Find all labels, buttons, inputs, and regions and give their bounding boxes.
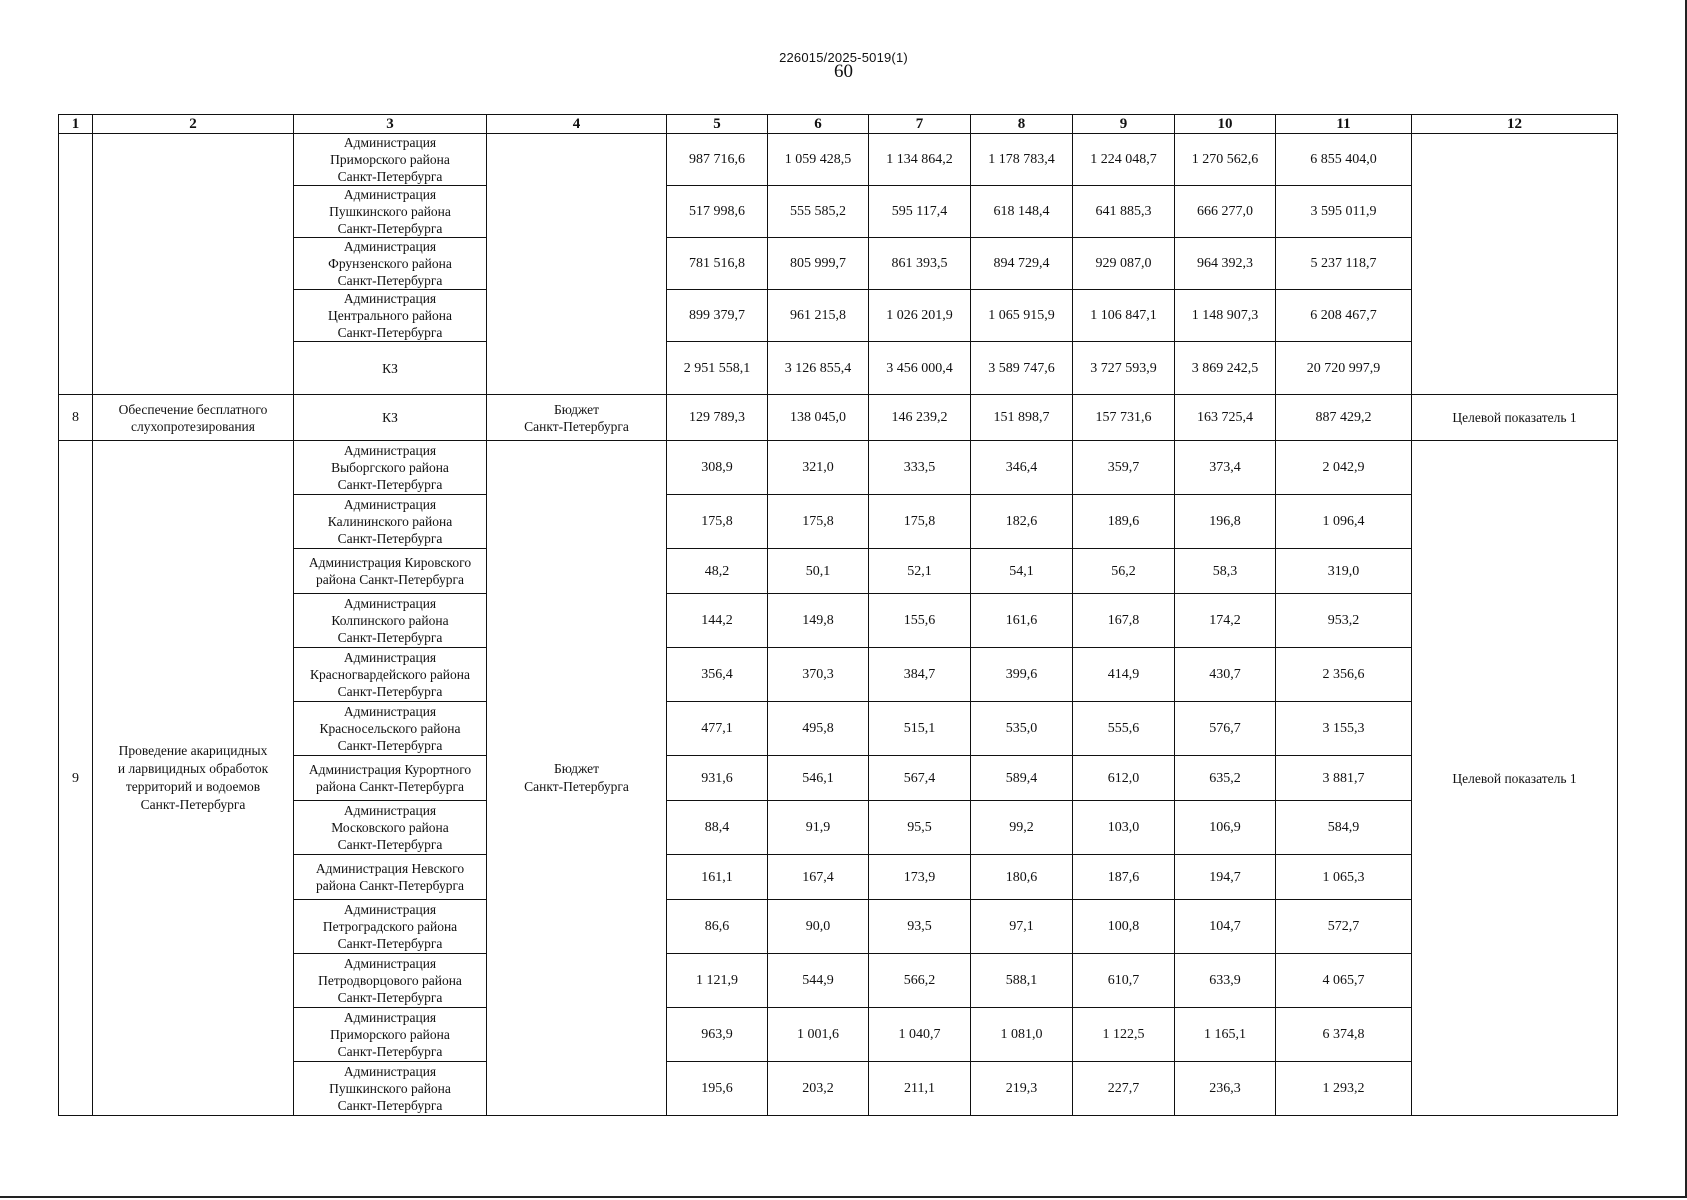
value-cell: 1 106 847,1 (1073, 290, 1175, 342)
value-cell: 964 392,3 (1175, 238, 1276, 290)
value-cell: 174,2 (1175, 594, 1276, 648)
executor-cell (294, 648, 487, 702)
value-cell: 187,6 (1073, 855, 1175, 900)
value-cell: 103,0 (1073, 801, 1175, 855)
value-cell: 157 731,6 (1073, 395, 1175, 441)
row-number-cell (59, 134, 93, 395)
executor-cell-line: Санкт-Петербурга (337, 531, 443, 546)
value-cell: 370,3 (768, 648, 869, 702)
executor-cell-line: Администрация Невского (315, 861, 465, 876)
value-cell: 1 165,1 (1175, 1008, 1276, 1062)
value-cell: 588,1 (971, 954, 1073, 1008)
value-cell: 5 237 118,7 (1276, 238, 1412, 290)
executor-cell-line: Фрунзенского района (328, 256, 452, 271)
value-cell: 163 725,4 (1175, 395, 1276, 441)
value-cell: 899 379,7 (667, 290, 768, 342)
executor-cell-line: Колпинского района (331, 613, 449, 628)
value-cell: 477,1 (667, 702, 768, 756)
value-cell: 219,3 (971, 1062, 1073, 1116)
value-cell: 211,1 (869, 1062, 971, 1116)
value-cell: 961 215,8 (768, 290, 869, 342)
table-row (59, 395, 1618, 441)
value-cell: 3 456 000,4 (869, 342, 971, 395)
executor-cell-line: Центрального района (327, 308, 453, 323)
value-cell: 6 855 404,0 (1276, 134, 1412, 186)
measure-name-cell-line: территорий и водоемов (125, 779, 261, 794)
executor-cell-line: Администрация (343, 1064, 437, 1079)
measure-name-cell (93, 395, 294, 441)
value-cell: 106,9 (1175, 801, 1276, 855)
value-cell: 894 729,4 (971, 238, 1073, 290)
value-cell: 567,4 (869, 756, 971, 801)
row-number-cell: 9 (59, 441, 93, 1116)
value-cell: 3 869 242,5 (1175, 342, 1276, 395)
value-cell: 175,8 (667, 495, 768, 549)
column-header: 10 (1175, 115, 1276, 134)
value-cell: 6 374,8 (1276, 1008, 1412, 1062)
value-cell: 953,2 (1276, 594, 1412, 648)
column-header: 8 (971, 115, 1073, 134)
page-number: 60 (834, 61, 853, 82)
value-cell: 515,1 (869, 702, 971, 756)
value-cell: 56,2 (1073, 549, 1175, 594)
value-cell: 86,6 (667, 900, 768, 954)
executor-cell (294, 441, 487, 495)
value-cell: 356,4 (667, 648, 768, 702)
executor-cell-line: Администрация (343, 902, 437, 917)
value-cell: 1 224 048,7 (1073, 134, 1175, 186)
value-cell: 1 293,2 (1276, 1062, 1412, 1116)
column-header: 4 (487, 115, 667, 134)
value-cell: 54,1 (971, 549, 1073, 594)
column-header: 7 (869, 115, 971, 134)
column-header: 11 (1276, 115, 1412, 134)
value-cell: 3 881,7 (1276, 756, 1412, 801)
executor-cell-line: Выборгского района (331, 460, 449, 475)
executor-cell-line: Администрация (343, 291, 437, 306)
executor-cell-line: Петроградского района (322, 919, 458, 934)
executor-cell-line: Администрация (343, 650, 437, 665)
executor-cell-line: Санкт-Петербурга (337, 325, 443, 340)
document-id: 226015/2025-5019(1) (779, 50, 908, 65)
executor-cell (294, 801, 487, 855)
value-cell: 129 789,3 (667, 395, 768, 441)
value-cell: 308,9 (667, 441, 768, 495)
value-cell: 572,7 (1276, 900, 1412, 954)
executor-cell-line: Администрация (343, 803, 437, 818)
value-cell: 138 045,0 (768, 395, 869, 441)
executor-cell-line: КЗ (382, 360, 398, 376)
value-cell: 161,6 (971, 594, 1073, 648)
value-cell: 517 998,6 (667, 186, 768, 238)
header-row (59, 115, 1618, 134)
column-header: 1 (59, 115, 93, 134)
value-cell: 963,9 (667, 1008, 768, 1062)
executor-cell-line: Администрация (343, 497, 437, 512)
executor-cell (294, 495, 487, 549)
value-cell: 931,6 (667, 756, 768, 801)
executor-cell-line: Санкт-Петербурга (337, 1044, 443, 1059)
executor-cell (294, 1008, 487, 1062)
value-cell: 2 356,6 (1276, 648, 1412, 702)
column-header: 9 (1073, 115, 1175, 134)
value-cell: 93,5 (869, 900, 971, 954)
value-cell: 2 951 558,1 (667, 342, 768, 395)
executor-cell-line: Петродворцового района (318, 973, 462, 988)
value-cell: 1 065 915,9 (971, 290, 1073, 342)
executor-cell-line: Красногвардейского района (310, 667, 470, 682)
value-cell: 6 208 467,7 (1276, 290, 1412, 342)
measure-name-cell-line: Обеспечение бесплатного (118, 401, 268, 417)
value-cell: 173,9 (869, 855, 971, 900)
executor-cell-line: Администрация Кировского (308, 555, 472, 570)
value-cell: 175,8 (768, 495, 869, 549)
value-cell: 1 122,5 (1073, 1008, 1175, 1062)
executor-cell (294, 702, 487, 756)
executor-cell (294, 756, 487, 801)
executor-cell-line: Санкт-Петербурга (337, 273, 443, 288)
value-cell: 589,4 (971, 756, 1073, 801)
executor-cell-line: Санкт-Петербурга (337, 221, 443, 236)
value-cell: 88,4 (667, 801, 768, 855)
column-header: 2 (93, 115, 294, 134)
executor-cell-line: Санкт-Петербурга (337, 477, 443, 492)
previous-page-fragment (1095, 0, 1245, 2)
value-cell: 58,3 (1175, 549, 1276, 594)
value-cell: 319,0 (1276, 549, 1412, 594)
value-cell: 175,8 (869, 495, 971, 549)
value-cell: 91,9 (768, 801, 869, 855)
value-cell: 359,7 (1073, 441, 1175, 495)
table-row (59, 441, 1618, 495)
target-indicator-cell: Целевой показатель 1 (1412, 441, 1618, 1116)
value-cell: 430,7 (1175, 648, 1276, 702)
value-cell: 612,0 (1073, 756, 1175, 801)
value-cell: 1 026 201,9 (869, 290, 971, 342)
value-cell: 610,7 (1073, 954, 1175, 1008)
executor-cell (294, 186, 487, 238)
executor-cell-line: района Санкт-Петербурга (315, 779, 465, 794)
measure-name-cell (93, 441, 294, 1116)
executor-cell-line: Администрация (343, 956, 437, 971)
funding-source-cell-line: Санкт-Петербурга (524, 418, 629, 434)
value-cell: 544,9 (768, 954, 869, 1008)
value-cell: 1 059 428,5 (768, 134, 869, 186)
value-cell: 194,7 (1175, 855, 1276, 900)
executor-cell-line: Санкт-Петербурга (337, 1098, 443, 1113)
value-cell: 987 716,6 (667, 134, 768, 186)
value-cell: 495,8 (768, 702, 869, 756)
column-header: 6 (768, 115, 869, 134)
executor-cell: КЗ (294, 395, 487, 441)
value-cell: 97,1 (971, 900, 1073, 954)
value-cell: 1 096,4 (1276, 495, 1412, 549)
funding-source-cell (487, 395, 667, 441)
funding-source-cell (487, 441, 667, 1116)
executor-cell-line: Санкт-Петербурга (337, 630, 443, 645)
funding-source-cell-line: Бюджет (553, 761, 600, 776)
value-cell: 196,8 (1175, 495, 1276, 549)
value-cell: 195,6 (667, 1062, 768, 1116)
value-cell: 100,8 (1073, 900, 1175, 954)
value-cell: 4 065,7 (1276, 954, 1412, 1008)
value-cell: 20 720 997,9 (1276, 342, 1412, 395)
executor-cell-line: Администрация (343, 1010, 437, 1025)
value-cell: 384,7 (869, 648, 971, 702)
value-cell: 584,9 (1276, 801, 1412, 855)
executor-cell (294, 549, 487, 594)
executor-cell (294, 954, 487, 1008)
value-cell: 50,1 (768, 549, 869, 594)
executor-cell-line: Пушкинского района (329, 204, 451, 219)
value-cell: 95,5 (869, 801, 971, 855)
executor-cell-line: района Санкт-Петербурга (315, 878, 465, 893)
value-cell: 535,0 (971, 702, 1073, 756)
executor-cell-line: Санкт-Петербурга (337, 990, 443, 1005)
executor-cell (294, 238, 487, 290)
column-header: 3 (294, 115, 487, 134)
executor-cell (294, 1062, 487, 1116)
value-cell: 3 155,3 (1276, 702, 1412, 756)
value-cell: 1 001,6 (768, 1008, 869, 1062)
funding-source-cell (487, 134, 667, 395)
executor-cell (294, 342, 487, 395)
value-cell: 635,2 (1175, 756, 1276, 801)
measure-name-cell (93, 134, 294, 395)
executor-cell-line: Администрация (343, 135, 437, 150)
executor-cell (294, 855, 487, 900)
value-cell: 666 277,0 (1175, 186, 1276, 238)
value-cell: 227,7 (1073, 1062, 1175, 1116)
value-cell: 861 393,5 (869, 238, 971, 290)
value-cell: 52,1 (869, 549, 971, 594)
executor-cell-line: Санкт-Петербурга (337, 169, 443, 184)
value-cell: 1 040,7 (869, 1008, 971, 1062)
value-cell: 555,6 (1073, 702, 1175, 756)
value-cell: 555 585,2 (768, 186, 869, 238)
value-cell: 929 087,0 (1073, 238, 1175, 290)
executor-cell-line: Санкт-Петербурга (337, 837, 443, 852)
executor-cell-line: Администрация (343, 704, 437, 719)
value-cell: 90,0 (768, 900, 869, 954)
value-cell: 3 727 593,9 (1073, 342, 1175, 395)
value-cell: 203,2 (768, 1062, 869, 1116)
executor-cell-line: Санкт-Петербурга (337, 936, 443, 951)
value-cell: 99,2 (971, 801, 1073, 855)
executor-cell-line: Калининского района (327, 514, 453, 529)
executor-cell-line: Администрация (343, 443, 437, 458)
measure-name-cell-line: и ларвицидных обработок (117, 761, 269, 776)
table-row (59, 134, 1618, 186)
executor-cell-line: Администрация (343, 187, 437, 202)
value-cell: 641 885,3 (1073, 186, 1175, 238)
value-cell: 146 239,2 (869, 395, 971, 441)
value-cell: 1 148 907,3 (1175, 290, 1276, 342)
value-cell: 155,6 (869, 594, 971, 648)
value-cell: 3 595 011,9 (1276, 186, 1412, 238)
value-cell: 180,6 (971, 855, 1073, 900)
value-cell: 3 126 855,4 (768, 342, 869, 395)
executor-cell-line: района Санкт-Петербурга (315, 572, 465, 587)
table-body (59, 134, 1618, 1116)
value-cell: 1 134 864,2 (869, 134, 971, 186)
value-cell: 618 148,4 (971, 186, 1073, 238)
executor-cell-line: Приморского района (330, 1027, 450, 1042)
value-cell: 1 065,3 (1276, 855, 1412, 900)
value-cell: 346,4 (971, 441, 1073, 495)
executor-cell-line: Санкт-Петербурга (337, 684, 443, 699)
value-cell: 333,5 (869, 441, 971, 495)
value-cell: 167,8 (1073, 594, 1175, 648)
value-cell: 576,7 (1175, 702, 1276, 756)
value-cell: 373,4 (1175, 441, 1276, 495)
executor-cell-line: Приморского района (330, 152, 450, 167)
value-cell: 1 270 562,6 (1175, 134, 1276, 186)
measure-name-cell-line: Санкт-Петербурга (140, 797, 246, 812)
value-cell: 546,1 (768, 756, 869, 801)
executor-cell (294, 594, 487, 648)
value-cell: 104,7 (1175, 900, 1276, 954)
value-cell: 633,9 (1175, 954, 1276, 1008)
target-indicator-cell: Целевой показатель 1 (1412, 395, 1618, 441)
value-cell: 805 999,7 (768, 238, 869, 290)
executor-cell-line: Администрация (343, 239, 437, 254)
value-cell: 151 898,7 (971, 395, 1073, 441)
value-cell: 236,3 (1175, 1062, 1276, 1116)
funding-source-cell-line: Санкт-Петербурга (524, 779, 629, 794)
value-cell: 1 121,9 (667, 954, 768, 1008)
value-cell: 3 589 747,6 (971, 342, 1073, 395)
row-number-cell: 8 (59, 395, 93, 441)
measure-name-cell-line: слухопротезирования (131, 418, 255, 434)
executor-cell-line: Администрация (343, 596, 437, 611)
column-header: 12 (1412, 115, 1618, 134)
previous-page-fragment (448, 0, 1068, 2)
value-cell: 1 178 783,4 (971, 134, 1073, 186)
executor-cell-line: Санкт-Петербурга (337, 738, 443, 753)
value-cell: 161,1 (667, 855, 768, 900)
value-cell: 149,8 (768, 594, 869, 648)
value-cell: 321,0 (768, 441, 869, 495)
value-cell: 144,2 (667, 594, 768, 648)
value-cell: 566,2 (869, 954, 971, 1008)
funding-source-cell-line: Бюджет (553, 401, 600, 417)
value-cell: 887 429,2 (1276, 395, 1412, 441)
value-cell: 1 081,0 (971, 1008, 1073, 1062)
column-header: 5 (667, 115, 768, 134)
value-cell: 2 042,9 (1276, 441, 1412, 495)
measure-name-cell-line: Проведение акарицидных (118, 743, 268, 758)
executor-cell-line: Московского района (331, 820, 449, 835)
value-cell: 781 516,8 (667, 238, 768, 290)
value-cell: 167,4 (768, 855, 869, 900)
value-cell: 48,2 (667, 549, 768, 594)
value-cell: 414,9 (1073, 648, 1175, 702)
executor-cell (294, 290, 487, 342)
executor-cell-line: Пушкинского района (329, 1081, 451, 1096)
budget-table (58, 114, 1618, 1116)
value-cell: 189,6 (1073, 495, 1175, 549)
executor-cell (294, 134, 487, 186)
target-indicator-cell (1412, 134, 1618, 395)
value-cell: 182,6 (971, 495, 1073, 549)
executor-cell-line: Красносельского района (319, 721, 461, 736)
value-cell: 595 117,4 (869, 186, 971, 238)
executor-cell (294, 900, 487, 954)
executor-cell-line: Администрация Курортного (308, 762, 472, 777)
value-cell: 399,6 (971, 648, 1073, 702)
